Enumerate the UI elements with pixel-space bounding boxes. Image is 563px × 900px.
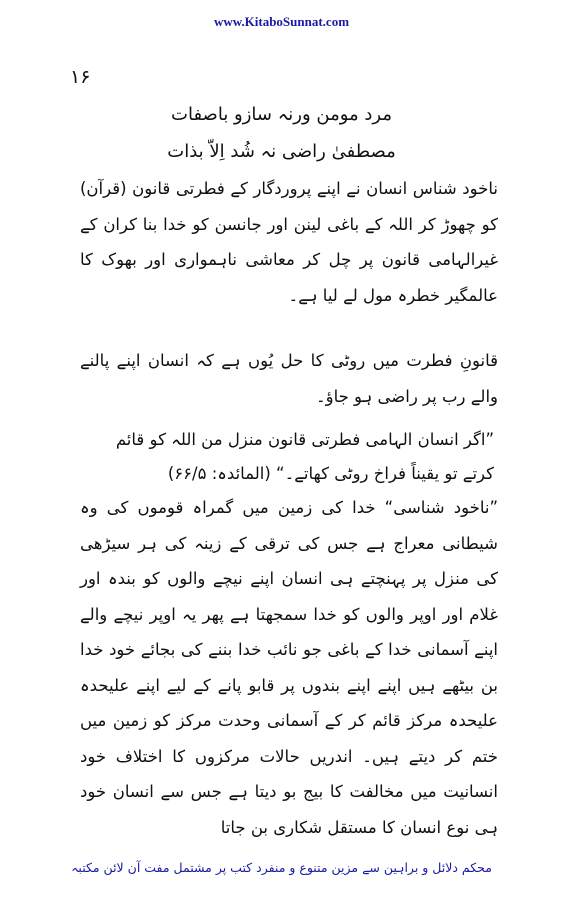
verse-line-2: مصطفیٰ راضی نہ شُد اِلاّ بذات [167,141,396,162]
paragraph-2: قانونِ فطرت میں روٹی کا حل یُوں ہے کہ انسان اپنے پالنے والے رب پر راضی ہو جاؤ۔ [80,351,498,406]
verse-line-1: مرد مومن ورنہ سازو باصفات [171,104,392,125]
page-number: ۱۶ [70,66,91,88]
quran-quote: ”اگر انسان الہامی فطرتی قانون منزل من اللہ کو قائم کرتے تو یقیناً فراخ روٹی کھاتے۔“ (المائدہ: ۶۶/۵) [115,430,494,483]
paragraph-1: ناخود شناس انسان نے اپنے پروردگار کے فطرتی قانون (قرآن) کو چھوڑ کر اللہ کے باغی لینن اور جانسن کو خدا بنا کران کے غیرالہامی قانون پر چل کر معاشی ناہمواری اور بھوک کا عالمگیر خطرہ مول لے لیا ہے۔ [80,179,498,305]
paragraph-3: ”ناخود شناسی“ خدا کی زمین میں گمراہ قوموں کی وہ شیطانی معراج ہے جس کی ترقی کے زینہ کی ہر سیڑھی کی منزل پر پہنچتے ہی انسان اپنے نیچے والوں کو بندہ اور غلام اور اوپر والوں کو خدا سمجھتا ہے پھر یہ اوپر نیچے والے اپنے آسمانی خدا کے باغی جو نائب خدا بننے کی بجائے خود خدا بن بیٹھے ہیں اپنے اپنے بندوں پر قابو پانے کے لیے اپنے علیحدہ علیحدہ مرکز قائم کر کے آسمانی وحدت مرکز کو زمین میں ختم کر دیتے ہیں۔ اندریں حالات مرکزوں کا اختلاف خود انسانیت میں مخالفت کا بیج بو دیتا ہے جس سے انسان خود ہی نوع انسان کا مستقل شکاری بن جاتا [80,498,498,837]
site-url-link[interactable]: www.KitaboSunnat.com [213,14,350,29]
footer-banner: محکم دلائل و براہین سے مزین متنوع و منفرد کتب پر مشتمل مفت آن لائن مکتبہ [71,860,492,875]
